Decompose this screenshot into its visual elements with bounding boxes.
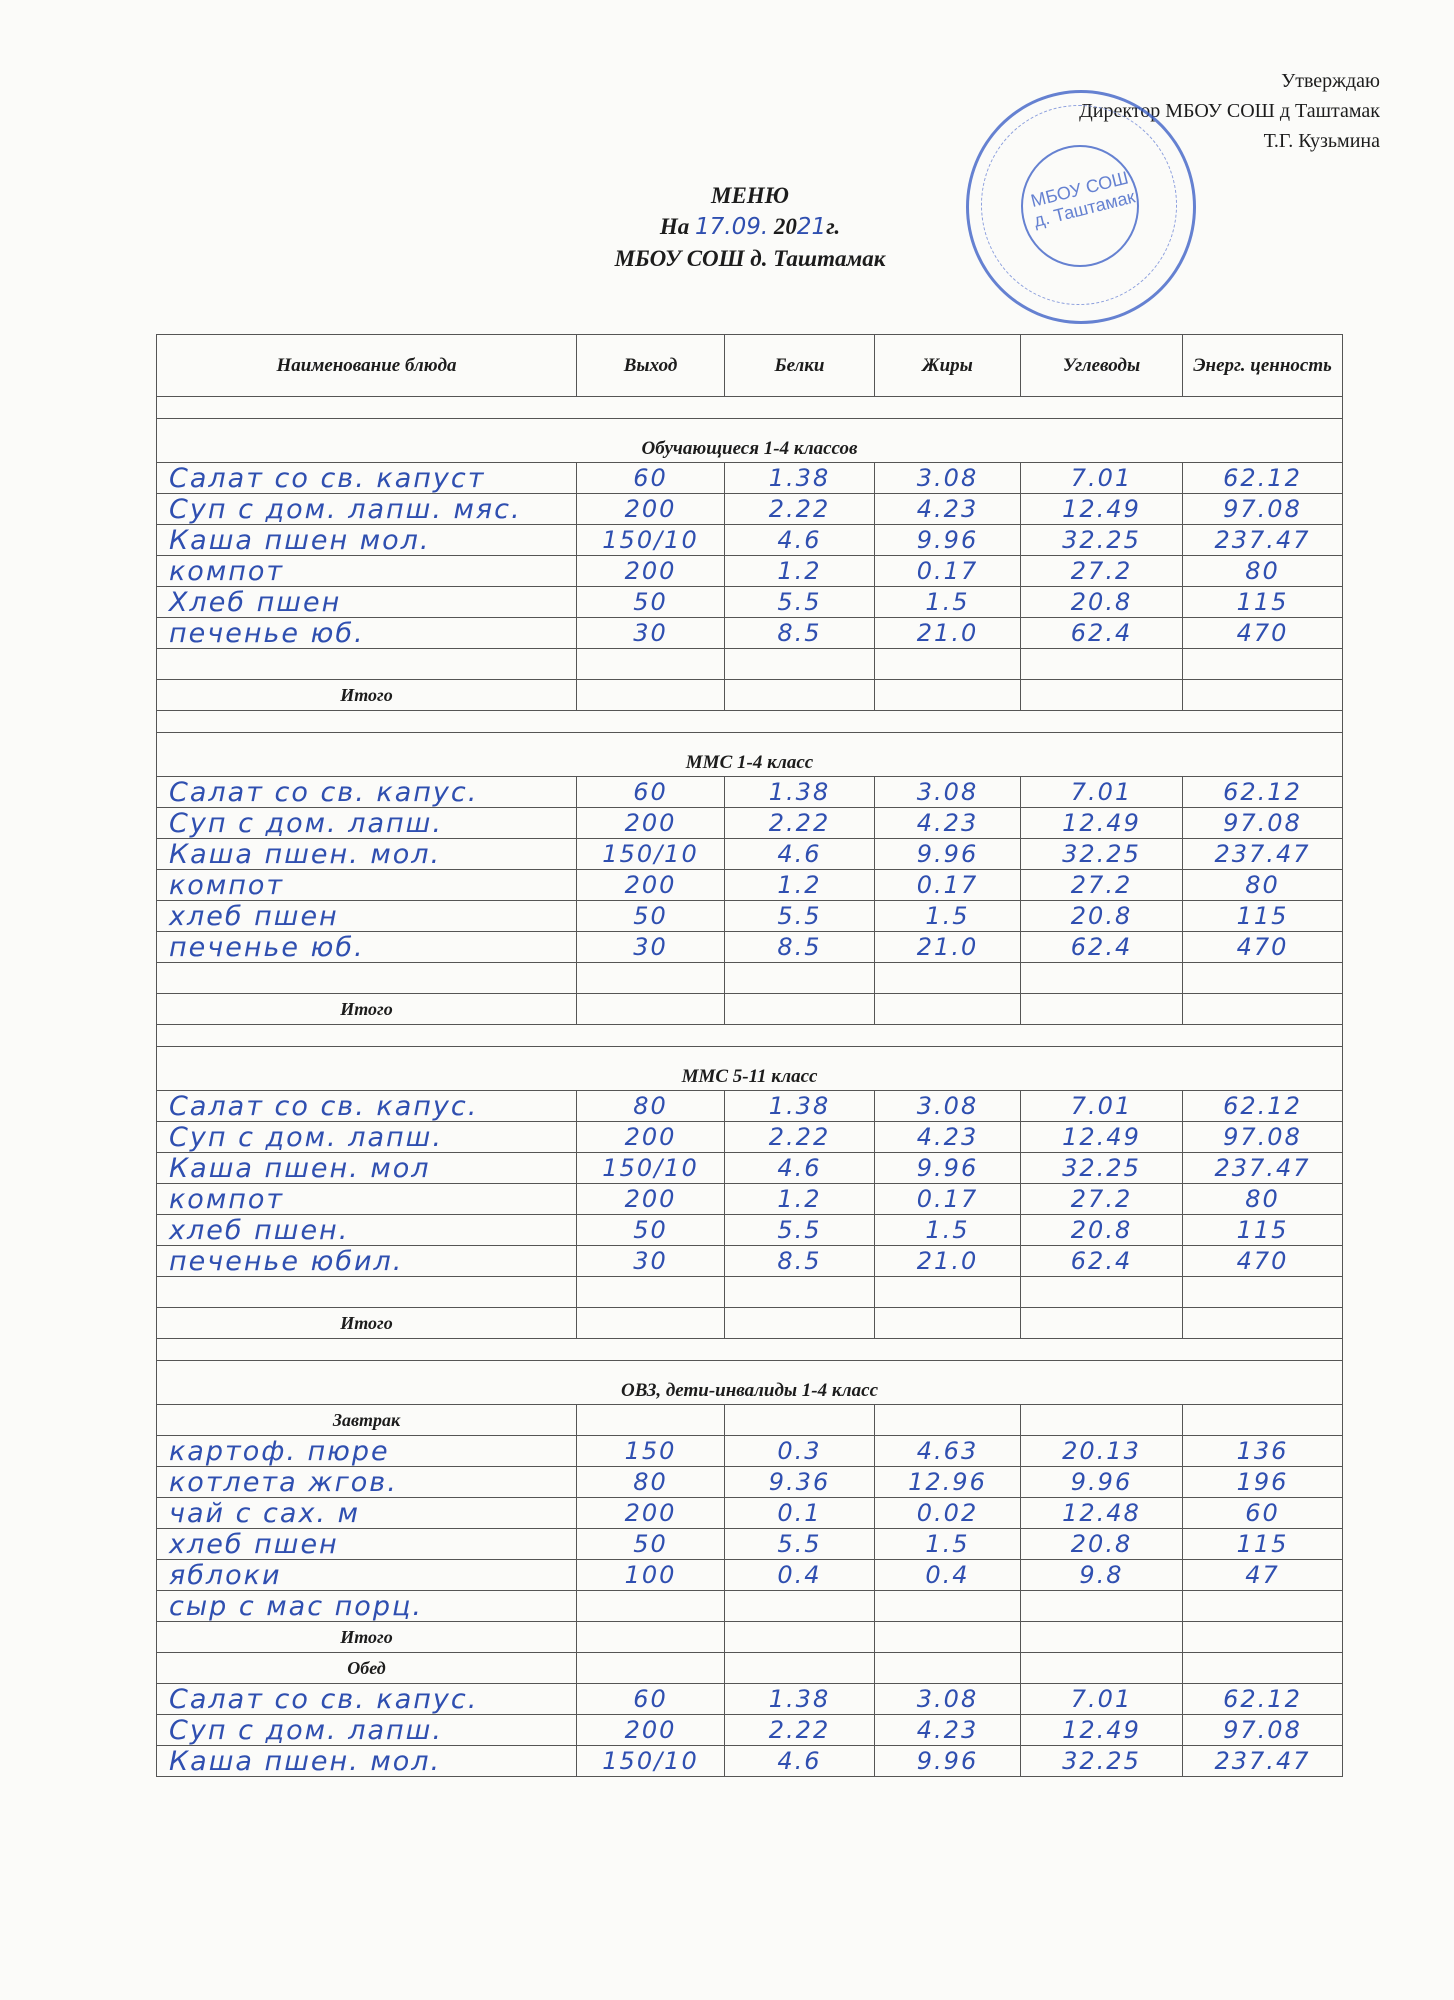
nutrition-value: 80 xyxy=(1183,870,1343,901)
nutrition-value: 12.49 xyxy=(1021,808,1183,839)
lunch-row-label: Обед xyxy=(157,1653,577,1684)
table-row xyxy=(157,463,1343,494)
dish-name: компот xyxy=(157,1184,577,1215)
year-suffix: г. xyxy=(826,214,841,239)
section-title: ОВЗ, дети-инвалиды 1-4 класс xyxy=(157,1361,1343,1405)
column-header: Выход xyxy=(577,335,725,397)
empty-row xyxy=(157,963,1343,994)
nutrition-value: 150 xyxy=(577,1436,725,1467)
date-prefix: На xyxy=(659,214,690,239)
nutrition-value: 5.5 xyxy=(725,1529,875,1560)
year-value: 21 xyxy=(796,214,827,240)
table-row xyxy=(157,1184,1343,1215)
empty-cell xyxy=(725,649,875,680)
empty-cell xyxy=(875,680,1021,711)
empty-cell xyxy=(725,680,875,711)
nutrition-value: 50 xyxy=(577,1529,725,1560)
nutrition-value: 97.08 xyxy=(1183,808,1343,839)
nutrition-value: 0.17 xyxy=(875,556,1021,587)
nutrition-value: 136 xyxy=(1183,1436,1343,1467)
nutrition-value: 8.5 xyxy=(725,618,875,649)
empty-cell xyxy=(875,1622,1021,1653)
empty-cell xyxy=(1021,963,1183,994)
empty-cell xyxy=(725,1653,875,1684)
column-header: Углеводы xyxy=(1021,335,1183,397)
dish-name: печенье юб. xyxy=(157,618,577,649)
document-heading xyxy=(520,180,980,274)
table-row xyxy=(157,1246,1343,1277)
nutrition-value: 2.22 xyxy=(725,494,875,525)
total-row-label: Итого xyxy=(157,1308,577,1339)
empty-cell xyxy=(577,1277,725,1308)
nutrition-value: 1.38 xyxy=(725,1684,875,1715)
table-row xyxy=(157,1560,1343,1591)
empty-cell xyxy=(1021,1622,1183,1653)
nutrition-value: 32.25 xyxy=(1021,1153,1183,1184)
empty-cell xyxy=(577,649,725,680)
nutrition-value: 50 xyxy=(577,1215,725,1246)
nutrition-value: 21.0 xyxy=(875,618,1021,649)
nutrition-value: 27.2 xyxy=(1021,870,1183,901)
column-header: Наименование блюда xyxy=(157,335,577,397)
spacer-cell xyxy=(157,397,1343,419)
empty-cell xyxy=(157,963,577,994)
empty-row xyxy=(157,1277,1343,1308)
section-title-row xyxy=(157,1047,1343,1091)
section-title-row xyxy=(157,1361,1343,1405)
nutrition-value: 27.2 xyxy=(1021,1184,1183,1215)
menu-date xyxy=(520,211,980,243)
breakfast-row-label: Завтрак xyxy=(157,1405,577,1436)
column-header: Энерг. ценность xyxy=(1183,335,1343,397)
nutrition-value: 100 xyxy=(577,1560,725,1591)
dish-name: хлеб пшен xyxy=(157,1529,577,1560)
column-header: Белки xyxy=(725,335,875,397)
dish-name: печенье юб. xyxy=(157,932,577,963)
nutrition-value: 4.6 xyxy=(725,1746,875,1777)
empty-cell xyxy=(875,963,1021,994)
nutrition-value: 470 xyxy=(1183,932,1343,963)
nutrition-value: 200 xyxy=(577,1498,725,1529)
nutrition-value: 115 xyxy=(1183,587,1343,618)
nutrition-value: 3.08 xyxy=(875,1684,1021,1715)
nutrition-value: 4.6 xyxy=(725,1153,875,1184)
section-title: ММС 5-11 класс xyxy=(157,1047,1343,1091)
table-row xyxy=(157,1715,1343,1746)
nutrition-value: 3.08 xyxy=(875,463,1021,494)
table-row xyxy=(157,1498,1343,1529)
table-row xyxy=(157,870,1343,901)
nutrition-value: 0.1 xyxy=(725,1498,875,1529)
dish-name: Каша пшен. мол. xyxy=(157,839,577,870)
empty-cell xyxy=(875,1308,1021,1339)
nutrition-value: 237.47 xyxy=(1183,1746,1343,1777)
empty-cell xyxy=(875,1277,1021,1308)
empty-cell xyxy=(577,963,725,994)
nutrition-value: 47 xyxy=(1183,1560,1343,1591)
empty-cell xyxy=(725,1308,875,1339)
section-title-row xyxy=(157,733,1343,777)
nutrition-value: 115 xyxy=(1183,1529,1343,1560)
total-row xyxy=(157,1622,1343,1653)
nutrition-value: 1.2 xyxy=(725,1184,875,1215)
document-title: МЕНЮ xyxy=(711,183,789,208)
nutrition-value xyxy=(875,1591,1021,1622)
nutrition-value: 1.38 xyxy=(725,1091,875,1122)
nutrition-value: 32.25 xyxy=(1021,525,1183,556)
nutrition-value: 62.12 xyxy=(1183,1091,1343,1122)
nutrition-value: 1.5 xyxy=(875,1529,1021,1560)
nutrition-value: 196 xyxy=(1183,1467,1343,1498)
nutrition-value: 0.3 xyxy=(725,1436,875,1467)
table-row xyxy=(157,808,1343,839)
table-row xyxy=(157,901,1343,932)
nutrition-value: 12.49 xyxy=(1021,494,1183,525)
nutrition-value: 237.47 xyxy=(1183,525,1343,556)
empty-cell xyxy=(1183,1653,1343,1684)
school-name: МБОУ СОШ д. Таштамак xyxy=(614,246,886,271)
nutrition-value: 30 xyxy=(577,1246,725,1277)
nutrition-value: 80 xyxy=(577,1467,725,1498)
empty-cell xyxy=(1183,680,1343,711)
dish-name: Каша пшен мол. xyxy=(157,525,577,556)
nutrition-value: 60 xyxy=(1183,1498,1343,1529)
empty-cell xyxy=(157,1277,577,1308)
empty-cell xyxy=(875,994,1021,1025)
nutrition-value: 7.01 xyxy=(1021,777,1183,808)
nutrition-value: 200 xyxy=(577,1184,725,1215)
nutrition-value: 9.96 xyxy=(875,839,1021,870)
nutrition-value: 2.22 xyxy=(725,1122,875,1153)
nutrition-value: 2.22 xyxy=(725,1715,875,1746)
dish-name: сыр с мас порц. xyxy=(157,1591,577,1622)
nutrition-value xyxy=(1021,1591,1183,1622)
nutrition-value: 50 xyxy=(577,901,725,932)
nutrition-value xyxy=(725,1591,875,1622)
nutrition-value: 1.38 xyxy=(725,463,875,494)
nutrition-value: 62.4 xyxy=(1021,618,1183,649)
nutrition-value: 30 xyxy=(577,932,725,963)
nutrition-value: 237.47 xyxy=(1183,839,1343,870)
table-row xyxy=(157,494,1343,525)
dish-name: Салат со св. капуст xyxy=(157,463,577,494)
nutrition-value: 200 xyxy=(577,1122,725,1153)
nutrition-value: 12.96 xyxy=(875,1467,1021,1498)
spacer-cell xyxy=(157,1025,1343,1047)
empty-cell xyxy=(875,649,1021,680)
nutrition-value: 97.08 xyxy=(1183,1715,1343,1746)
total-row xyxy=(157,994,1343,1025)
empty-cell xyxy=(725,963,875,994)
nutrition-value: 4.23 xyxy=(875,494,1021,525)
lunch-row xyxy=(157,1653,1343,1684)
empty-row xyxy=(157,649,1343,680)
nutrition-value: 2.22 xyxy=(725,808,875,839)
table-row xyxy=(157,1684,1343,1715)
nutrition-value: 200 xyxy=(577,556,725,587)
section-title-row xyxy=(157,419,1343,463)
empty-cell xyxy=(1183,1308,1343,1339)
spacer-row xyxy=(157,397,1343,419)
nutrition-value: 21.0 xyxy=(875,932,1021,963)
nutrition-value: 200 xyxy=(577,808,725,839)
nutrition-value: 27.2 xyxy=(1021,556,1183,587)
nutrition-value: 20.8 xyxy=(1021,587,1183,618)
approval-line-1: Утверждаю xyxy=(1281,70,1380,92)
nutrition-value: 4.23 xyxy=(875,1122,1021,1153)
nutrition-value: 50 xyxy=(577,587,725,618)
nutrition-value: 62.12 xyxy=(1183,463,1343,494)
table-row xyxy=(157,1436,1343,1467)
nutrition-value: 30 xyxy=(577,618,725,649)
nutrition-value: 5.5 xyxy=(725,901,875,932)
empty-cell xyxy=(1183,649,1343,680)
table-row xyxy=(157,556,1343,587)
dish-name: картоф. пюре xyxy=(157,1436,577,1467)
nutrition-value: 8.5 xyxy=(725,932,875,963)
empty-cell xyxy=(1183,1405,1343,1436)
nutrition-value: 150/10 xyxy=(577,839,725,870)
dish-name: Суп с дом. лапш. xyxy=(157,808,577,839)
column-header: Жиры xyxy=(875,335,1021,397)
nutrition-value: 5.5 xyxy=(725,587,875,618)
empty-cell xyxy=(725,994,875,1025)
nutrition-value: 237.47 xyxy=(1183,1153,1343,1184)
total-row-label: Итого xyxy=(157,1622,577,1653)
nutrition-value: 7.01 xyxy=(1021,1091,1183,1122)
table-row xyxy=(157,587,1343,618)
nutrition-value: 0.17 xyxy=(875,1184,1021,1215)
nutrition-value: 12.48 xyxy=(1021,1498,1183,1529)
section-title: Обучающиеся 1-4 классов xyxy=(157,419,1343,463)
empty-cell xyxy=(875,1653,1021,1684)
nutrition-value: 97.08 xyxy=(1183,1122,1343,1153)
empty-cell xyxy=(577,1622,725,1653)
dish-name: яблоки xyxy=(157,1560,577,1591)
nutrition-value: 62.4 xyxy=(1021,932,1183,963)
table-row xyxy=(157,1467,1343,1498)
nutrition-value: 9.36 xyxy=(725,1467,875,1498)
empty-cell xyxy=(1183,994,1343,1025)
total-row xyxy=(157,1308,1343,1339)
dish-name: чай с сах. м xyxy=(157,1498,577,1529)
nutrition-value: 32.25 xyxy=(1021,839,1183,870)
nutrition-value: 1.5 xyxy=(875,901,1021,932)
nutrition-value: 1.5 xyxy=(875,1215,1021,1246)
total-row-label: Итого xyxy=(157,994,577,1025)
nutrition-value: 115 xyxy=(1183,901,1343,932)
school-stamp xyxy=(966,90,1196,324)
nutrition-value: 20.8 xyxy=(1021,901,1183,932)
nutrition-value: 4.23 xyxy=(875,1715,1021,1746)
table-row xyxy=(157,1091,1343,1122)
nutrition-value: 470 xyxy=(1183,1246,1343,1277)
spacer-row xyxy=(157,1339,1343,1361)
nutrition-value xyxy=(1183,1591,1343,1622)
nutrition-value: 3.08 xyxy=(875,1091,1021,1122)
nutrition-value: 7.01 xyxy=(1021,463,1183,494)
approval-line-3: Т.Г. Кузьмина xyxy=(1263,130,1380,152)
empty-cell xyxy=(725,1405,875,1436)
nutrition-value: 200 xyxy=(577,1715,725,1746)
table-row xyxy=(157,1215,1343,1246)
nutrition-value: 60 xyxy=(577,463,725,494)
nutrition-value: 60 xyxy=(577,1684,725,1715)
nutrition-value: 12.49 xyxy=(1021,1715,1183,1746)
empty-cell xyxy=(1021,1405,1183,1436)
dish-name: компот xyxy=(157,556,577,587)
nutrition-value: 0.02 xyxy=(875,1498,1021,1529)
dish-name: Хлеб пшен xyxy=(157,587,577,618)
dish-name: Салат со св. капус. xyxy=(157,1684,577,1715)
year-prefix: 20 xyxy=(773,214,797,239)
section-title: ММС 1-4 класс xyxy=(157,733,1343,777)
table-row xyxy=(157,618,1343,649)
nutrition-value: 4.23 xyxy=(875,808,1021,839)
table-row xyxy=(157,1153,1343,1184)
dish-name: Суп с дом. лапш. мяс. xyxy=(157,494,577,525)
dish-name: печенье юбил. xyxy=(157,1246,577,1277)
nutrition-value: 12.49 xyxy=(1021,1122,1183,1153)
empty-cell xyxy=(1021,680,1183,711)
nutrition-value: 150/10 xyxy=(577,1153,725,1184)
empty-cell xyxy=(577,1308,725,1339)
nutrition-value: 200 xyxy=(577,494,725,525)
total-row xyxy=(157,680,1343,711)
nutrition-value: 150/10 xyxy=(577,525,725,556)
nutrition-value: 9.96 xyxy=(875,525,1021,556)
empty-cell xyxy=(157,649,577,680)
empty-cell xyxy=(1021,1277,1183,1308)
empty-cell xyxy=(577,994,725,1025)
nutrition-value: 32.25 xyxy=(1021,1746,1183,1777)
empty-cell xyxy=(1021,994,1183,1025)
spacer-cell xyxy=(157,711,1343,733)
nutrition-value: 4.6 xyxy=(725,839,875,870)
nutrition-value: 0.4 xyxy=(875,1560,1021,1591)
table-row xyxy=(157,525,1343,556)
nutrition-value: 62.4 xyxy=(1021,1246,1183,1277)
nutrition-value: 8.5 xyxy=(725,1246,875,1277)
nutrition-value: 0.17 xyxy=(875,870,1021,901)
nutrition-value xyxy=(577,1591,725,1622)
empty-cell xyxy=(1183,1277,1343,1308)
nutrition-value: 1.38 xyxy=(725,777,875,808)
table-row xyxy=(157,839,1343,870)
table-row xyxy=(157,1591,1343,1622)
empty-cell xyxy=(1021,1653,1183,1684)
dish-name: Салат со св. капус. xyxy=(157,1091,577,1122)
empty-cell xyxy=(1183,1622,1343,1653)
nutrition-value: 1.2 xyxy=(725,556,875,587)
table-row xyxy=(157,1122,1343,1153)
nutrition-value: 60 xyxy=(577,777,725,808)
empty-cell xyxy=(1021,649,1183,680)
nutrition-value: 470 xyxy=(1183,618,1343,649)
spacer-row xyxy=(157,1025,1343,1047)
table-header-row xyxy=(157,335,1343,397)
nutrition-value: 9.96 xyxy=(1021,1467,1183,1498)
table-row xyxy=(157,1529,1343,1560)
empty-cell xyxy=(725,1622,875,1653)
menu-table xyxy=(156,334,1343,1777)
nutrition-value: 80 xyxy=(577,1091,725,1122)
date-value: 17.09. xyxy=(695,214,769,240)
nutrition-value: 97.08 xyxy=(1183,494,1343,525)
nutrition-value: 4.63 xyxy=(875,1436,1021,1467)
table-row xyxy=(157,1746,1343,1777)
stamp-text: МБОУ СОШ д. Таштамак xyxy=(1028,167,1138,231)
dish-name: Каша пшен. мол xyxy=(157,1153,577,1184)
nutrition-value: 4.6 xyxy=(725,525,875,556)
dish-name: котлета жгов. xyxy=(157,1467,577,1498)
nutrition-value: 150/10 xyxy=(577,1746,725,1777)
dish-name: Суп с дом. лапш. xyxy=(157,1715,577,1746)
empty-cell xyxy=(577,1405,725,1436)
dish-name: компот xyxy=(157,870,577,901)
nutrition-value: 21.0 xyxy=(875,1246,1021,1277)
nutrition-value: 7.01 xyxy=(1021,1684,1183,1715)
nutrition-value: 1.2 xyxy=(725,870,875,901)
empty-cell xyxy=(1021,1308,1183,1339)
dish-name: Каша пшен. мол. xyxy=(157,1746,577,1777)
nutrition-value: 115 xyxy=(1183,1215,1343,1246)
nutrition-value: 0.4 xyxy=(725,1560,875,1591)
nutrition-value: 20.8 xyxy=(1021,1215,1183,1246)
nutrition-value: 9.96 xyxy=(875,1746,1021,1777)
dish-name: Суп с дом. лапш. xyxy=(157,1122,577,1153)
nutrition-value: 9.8 xyxy=(1021,1560,1183,1591)
empty-cell xyxy=(1183,963,1343,994)
approval-line-2: Директор МБОУ СОШ д Таштамак xyxy=(1079,100,1380,122)
empty-cell xyxy=(577,1653,725,1684)
nutrition-value: 9.96 xyxy=(875,1153,1021,1184)
table-row xyxy=(157,932,1343,963)
nutrition-value: 62.12 xyxy=(1183,1684,1343,1715)
breakfast-row xyxy=(157,1405,1343,1436)
nutrition-value: 80 xyxy=(1183,1184,1343,1215)
dish-name: Салат со св. капус. xyxy=(157,777,577,808)
nutrition-value: 3.08 xyxy=(875,777,1021,808)
table-row xyxy=(157,777,1343,808)
nutrition-value: 1.5 xyxy=(875,587,1021,618)
empty-cell xyxy=(577,680,725,711)
dish-name: хлеб пшен. xyxy=(157,1215,577,1246)
total-row-label: Итого xyxy=(157,680,577,711)
empty-cell xyxy=(725,1277,875,1308)
nutrition-value: 80 xyxy=(1183,556,1343,587)
spacer-cell xyxy=(157,1339,1343,1361)
spacer-row xyxy=(157,711,1343,733)
nutrition-value: 20.8 xyxy=(1021,1529,1183,1560)
nutrition-value: 62.12 xyxy=(1183,777,1343,808)
dish-name: хлеб пшен xyxy=(157,901,577,932)
empty-cell xyxy=(875,1405,1021,1436)
nutrition-value: 5.5 xyxy=(725,1215,875,1246)
nutrition-value: 200 xyxy=(577,870,725,901)
nutrition-value: 20.13 xyxy=(1021,1436,1183,1467)
